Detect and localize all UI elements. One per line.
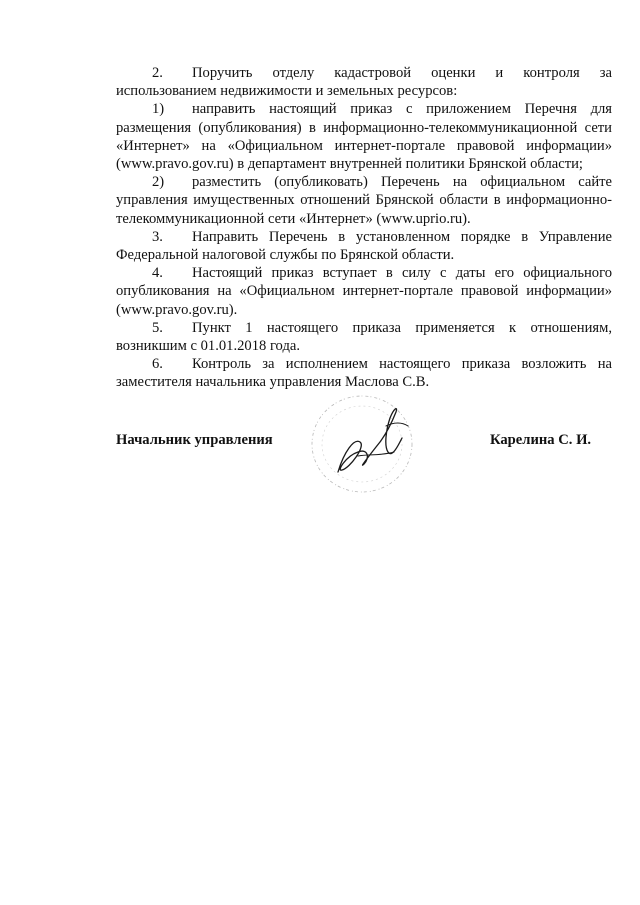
paragraph-text: Настоящий приказ вступает в силу с даты его официального опубликования на «Официальном интернет-портале правовой информации» (www.pravo.gov.ru).: [116, 265, 612, 318]
paragraph-number: 2.: [152, 65, 163, 81]
paragraph-number: 6.: [152, 356, 163, 373]
paragraph-2: [116, 64, 612, 100]
signatory-position: Начальник управления: [116, 432, 273, 448]
paragraph-text: Поручить отделу кадастровой оценки и контроля за использованием недвижимости и земельных ресурсов:: [116, 65, 612, 100]
paragraph-text: направить настоящий приказ с приложением Перечня для размещения (опубликования) в информационно-телекоммуникационной сети «Интернет» на «Официальном интернет-портале правовой информации» (www.pravo.gov.ru) в департамент внутренней политики Брянской области;: [116, 101, 612, 173]
paragraph-4: [116, 264, 612, 319]
paragraph-2-2: [116, 173, 612, 228]
signatory-name: Карелина С. И.: [490, 432, 592, 448]
paragraph-5: [116, 319, 612, 355]
paragraph-number: 5.: [152, 319, 163, 336]
paragraph-text: Направить Перечень в установленном порядке в Управление Федеральной налоговой службы по Брянской области.: [116, 228, 612, 264]
paragraph-number: 1): [152, 101, 165, 118]
paragraph-text: Пункт 1 настоящего приказа применяется к отношениям, возникшим с 01.01.2018 года.: [116, 319, 612, 355]
paragraph-text: Контроль за исполнением настоящего приказа возложить на заместителя начальника управления Маслова С.В.: [116, 356, 612, 391]
document-body: [116, 64, 612, 392]
paragraph-2-1: [116, 100, 612, 173]
paragraph-text: разместить (опубликовать) Перечень на официальном сайте управления имущественных отношений Брянской области в информационно-телекоммуникационной сети «Интернет» (www.uprio.ru).: [116, 174, 612, 227]
signature-block: [116, 432, 612, 456]
paragraph-number: 2): [152, 174, 165, 191]
paragraph-number: 3.: [152, 228, 163, 245]
paragraph-3: [116, 228, 612, 264]
paragraph-number: 4.: [152, 265, 163, 282]
